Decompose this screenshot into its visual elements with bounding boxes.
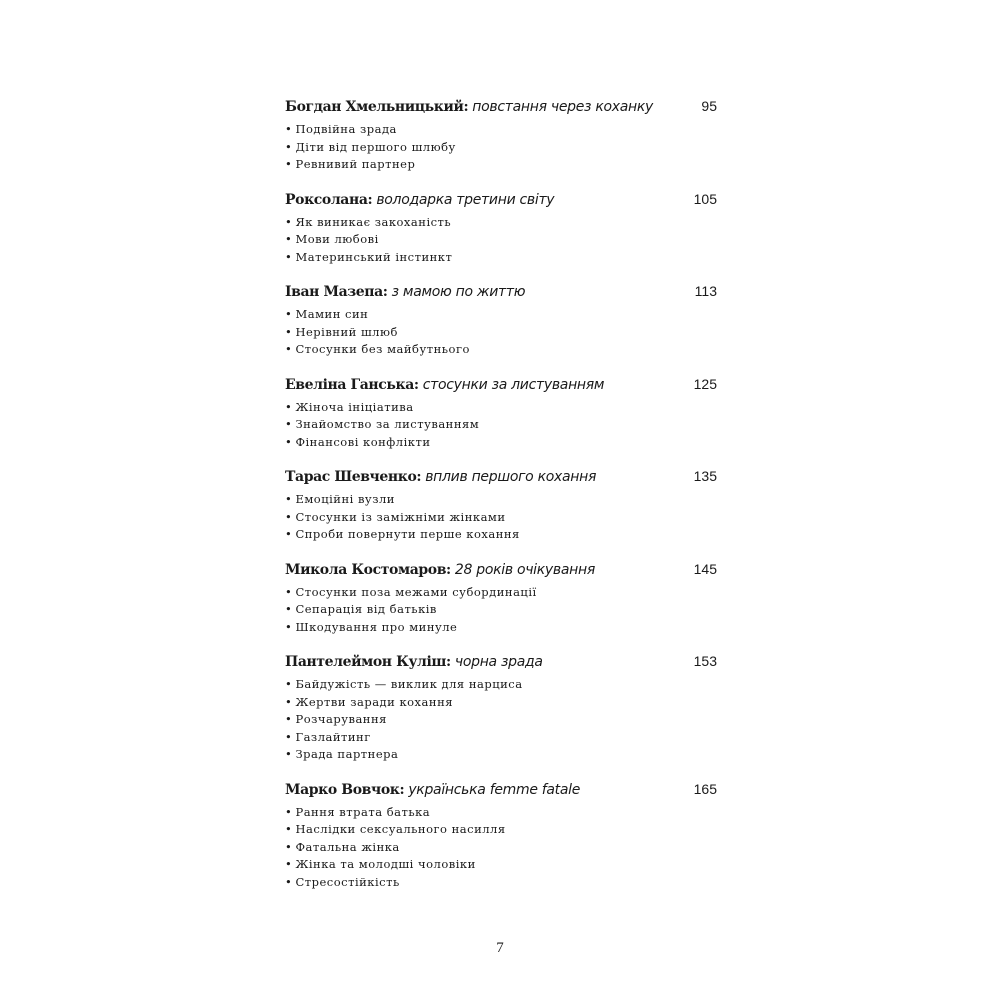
toc-entry-page: 145 xyxy=(693,560,717,577)
toc-entry-title xyxy=(285,654,543,670)
toc-entry-subtitle: вплив першого кохання xyxy=(425,469,597,485)
toc-topic-list xyxy=(285,214,717,267)
toc-entry xyxy=(285,561,717,637)
toc-topic: • Рання втрата батька xyxy=(285,804,717,822)
toc-entry-page: 113 xyxy=(694,283,717,299)
toc-entry-name: Микола Костомаров: xyxy=(285,561,451,578)
toc-entry-page: 105 xyxy=(693,190,717,207)
toc-topic: • Стосунки поза межами субординації xyxy=(285,584,717,602)
toc-entry-header xyxy=(285,376,717,399)
toc-topic: • Стосунки із заміжніми жінками xyxy=(285,509,717,527)
toc-topic: • Сепарація від батьків xyxy=(285,601,717,619)
toc-topic: • Як виникає закоханість xyxy=(285,214,717,232)
toc-entry-header xyxy=(285,98,717,121)
toc-entry-subtitle: чорна зрада xyxy=(454,654,543,670)
toc-topic: • Жіноча ініціатива xyxy=(285,399,717,417)
toc-topic: • Наслідки сексуального насилля xyxy=(285,821,717,839)
toc-entry xyxy=(285,98,717,174)
toc-entry xyxy=(285,283,717,359)
toc-entry-title xyxy=(285,99,653,115)
toc-entry-subtitle: з мамою по життю xyxy=(391,284,526,300)
toc-topic: • Газлайтинг xyxy=(285,729,717,747)
toc-entry-name: Роксолана: xyxy=(285,191,373,208)
toc-entry xyxy=(285,468,717,544)
toc-topic-list xyxy=(285,676,717,764)
toc-entry-page: 153 xyxy=(693,653,717,669)
toc-entry-header xyxy=(285,653,717,676)
toc-entry-title xyxy=(285,782,580,798)
toc-entry-page: 95 xyxy=(701,98,717,114)
toc-topic: • Шкодування про минуле xyxy=(285,619,717,637)
toc-topic: • Розчарування xyxy=(285,711,717,729)
toc-topic-list xyxy=(285,584,717,637)
toc-entry-page: 135 xyxy=(693,468,717,484)
toc-topic-list xyxy=(285,121,717,174)
toc-entry-title xyxy=(285,469,596,485)
toc-entry-title xyxy=(285,192,554,208)
toc-topic-list xyxy=(285,399,717,452)
toc-topic: • Жертви заради кохання xyxy=(285,694,717,712)
toc-entry-header xyxy=(285,468,717,491)
toc-entry-header xyxy=(285,561,717,584)
toc-topic: • Фатальна жінка xyxy=(285,839,717,857)
toc-entry xyxy=(285,653,717,764)
toc-topic: • Мови любові xyxy=(285,231,717,249)
toc-entry-name: Марко Вовчок: xyxy=(285,781,405,798)
toc-topic: • Стосунки без майбутнього xyxy=(285,341,717,359)
toc-entry-subtitle: українська femme fatale xyxy=(408,781,581,798)
toc-entry-title xyxy=(285,562,595,578)
toc-entry-title xyxy=(285,377,604,393)
toc-topic: • Байдужість — виклик для нарциса xyxy=(285,676,717,694)
toc-topic-list xyxy=(285,491,717,544)
toc-topic-list xyxy=(285,306,717,359)
toc-entry xyxy=(285,781,717,892)
toc-topic: • Знайомство за листуванням xyxy=(285,416,717,434)
toc-topic: • Материнський інстинкт xyxy=(285,249,717,267)
toc-topic: • Емоційні вузли xyxy=(285,491,717,509)
page-number: 7 xyxy=(496,940,504,956)
toc-entry xyxy=(285,191,717,267)
toc-topic: • Спроби повернути перше кохання xyxy=(285,526,717,544)
toc-topic: • Фінансові конфлікти xyxy=(285,434,717,452)
toc-entry-name: Тарас Шевченко: xyxy=(285,469,422,485)
toc-entry-name: Іван Мазепа: xyxy=(285,284,388,300)
toc-topic-list xyxy=(285,804,717,892)
toc-topic: • Діти від першого шлюбу xyxy=(285,139,717,157)
toc-entry-subtitle: 28 років очікування xyxy=(454,561,595,578)
toc-entry-header xyxy=(285,191,717,214)
toc-entry xyxy=(285,376,717,452)
toc-entry-name: Пантелеймон Куліш: xyxy=(285,654,451,670)
toc-topic: • Стресостійкість xyxy=(285,874,717,892)
toc-entry-subtitle: повстання через коханку xyxy=(472,99,654,115)
toc-entry-header xyxy=(285,781,717,804)
table-of-contents xyxy=(285,98,717,908)
toc-entry-page: 125 xyxy=(693,375,717,392)
toc-entry-subtitle: володарка третини світу xyxy=(376,191,555,208)
toc-topic: • Ревнивий партнер xyxy=(285,156,717,174)
toc-topic: • Нерівний шлюб xyxy=(285,324,717,342)
toc-entry-subtitle: стосунки за листуванням xyxy=(422,376,605,393)
toc-entry-name: Богдан Хмельницький: xyxy=(285,99,469,115)
toc-topic: • Жінка та молодші чоловіки xyxy=(285,856,717,874)
toc-topic: • Мамин син xyxy=(285,306,717,324)
toc-entry-header xyxy=(285,283,717,306)
toc-topic: • Зрада партнера xyxy=(285,746,717,764)
toc-entry-title xyxy=(285,284,525,300)
toc-entry-page: 165 xyxy=(693,780,717,797)
toc-entry-name: Евеліна Ганська: xyxy=(285,376,419,393)
toc-topic: • Подвійна зрада xyxy=(285,121,717,139)
